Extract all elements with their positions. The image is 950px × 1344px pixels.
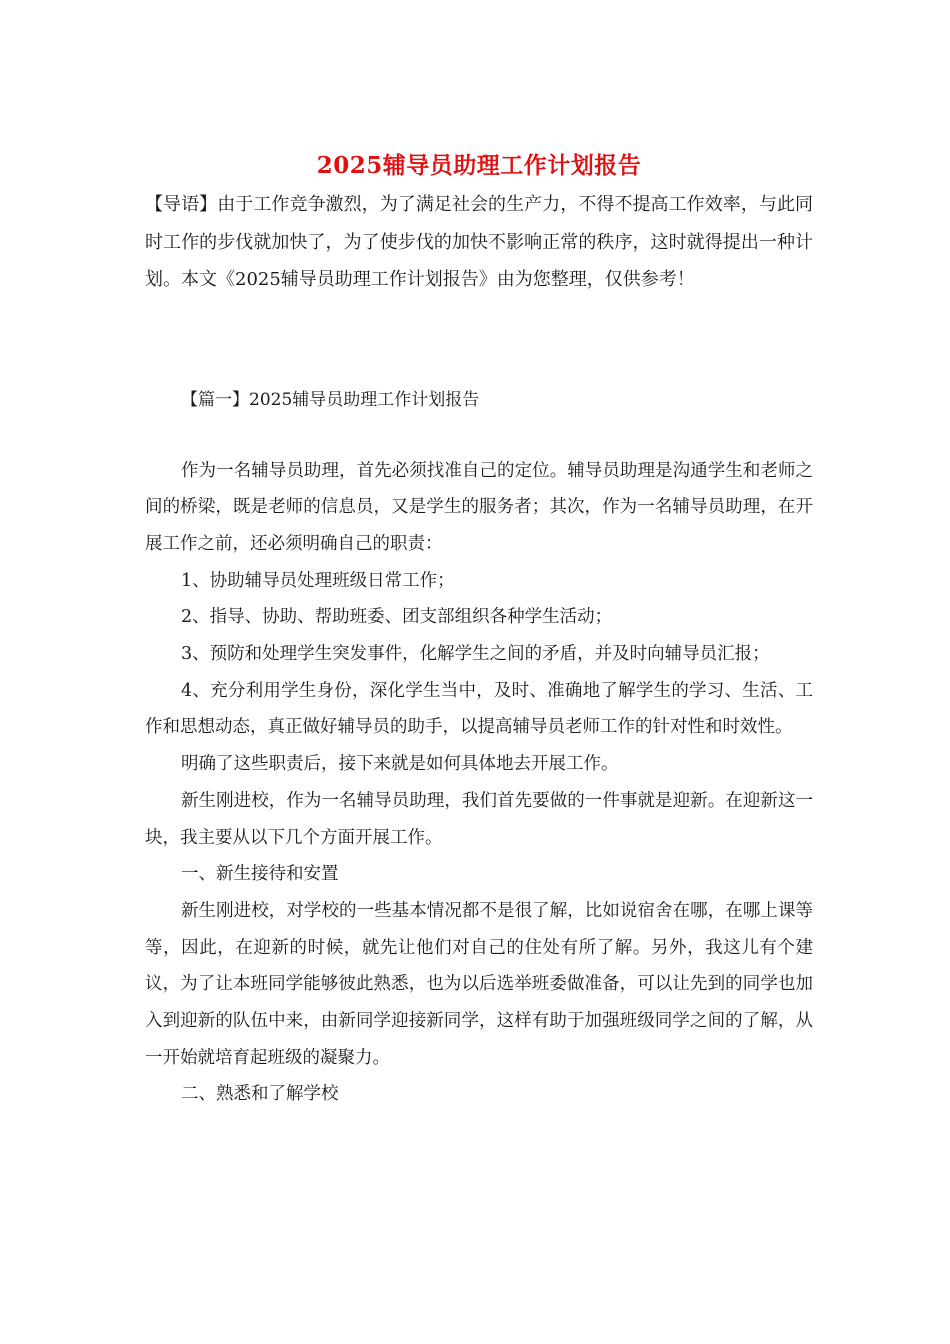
document-title: 2025辅导员助理工作计划报告 xyxy=(316,152,642,179)
intro-paragraph: 【导语】由于工作竞争激烈，为了满足社会的生产力，不得不提高工作效率，与此同时工作的步伐就加快了，为了使步伐的加快不影响正常的秩序，这时就得提出一种计划。本文《2025辅导员助理工作计划报告》由为您整理，仅供参考！ xyxy=(145,194,813,290)
list-item: 1、协助辅导员处理班级日常工作； xyxy=(181,570,455,591)
list-item: 3、预防和处理学生突发事件，化解学生之间的矛盾，并及时向辅导员汇报； xyxy=(181,644,770,665)
paragraph: 新生刚进校，作为一名辅导员助理，我们首先要做的一件事就是迎新。在迎新这一块，我主要从以下几个方面开展工作。 xyxy=(145,790,813,848)
paragraph: 明确了这些职责后，接下来就是如何具体地去开展工作。 xyxy=(181,754,619,775)
subheading: 二、熟悉和了解学校 xyxy=(181,1084,339,1105)
list-item: 2、指导、协助、帮助班委、团支部组织各种学生活动； xyxy=(181,607,613,628)
list-item: 4、充分利用学生身份，深化学生当中，及时、准确地了解学生的学习、生活、工作和思想动态，真正做好辅导员的助手，以提高辅导员老师工作的针对性和时效性。 xyxy=(145,680,813,738)
section-heading: 【篇一】2025辅导员助理工作计划报告 xyxy=(181,389,480,410)
document-page xyxy=(145,146,813,1113)
paragraph: 作为一名辅导员助理，首先必须找准自己的定位。辅导员助理是沟通学生和老师之间的桥梁，既是老师的信息员，又是学生的服务者；其次，作为一名辅导员助理，在开展工作之前，还必须明确自己的职责： xyxy=(145,460,813,554)
subheading: 一、新生接待和安置 xyxy=(181,864,339,885)
paragraph: 新生刚进校，对学校的一些基本情况都不是很了解，比如说宿舍在哪，在哪上课等等，因此，在迎新的时候，就先让他们对自己的住处有所了解。另外，我这儿有个建议，为了让本班同学能够彼此熟悉，也为以后选举班委做准备，可以让先到的同学也加入到迎新的队伍中来，由新同学迎接新同学，这样有助于加强班级同学之间的了解，从一开始就培育起班级的凝聚力。 xyxy=(145,900,813,1068)
body-text xyxy=(145,453,813,1114)
